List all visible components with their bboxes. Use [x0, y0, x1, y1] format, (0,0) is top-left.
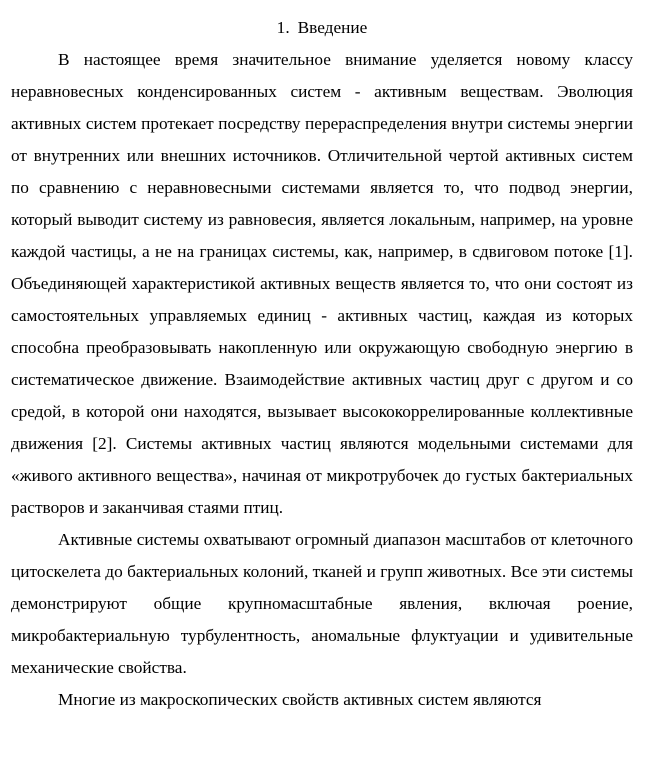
section-heading [11, 0, 633, 44]
document-page [11, 0, 633, 716]
paragraph-intro: В настоящее время значительное внимание уделяется новому классу неравновесных конденсированных систем - активным веществам. Эволюция активных систем протекает посредству перераспределения внутри системы энергии от внутренних или внешних источников. Отличительной чертой активных систем по сравнению с неравновесными системами является то, что подвод энергии, который выводит систему из равновесия, является локальным, например, на уровне каждой частицы, а не на границах системы, как, например, в сдвиговом потоке [1]. Объединяющей характеристикой активных веществ является то, что они состоят из самостоятельных управляемых единиц - активных частиц, каждая из которых способна преобразовывать накопленную или окружающую свободную энергию в систематическое движение. Взаимодействие активных частиц друг с другом и со средой, в которой они находятся, вызывает высококоррелированные коллективные движения [2]. Системы активных частиц являются модельными системами для «живого активного вещества», начиная от микротрубочек до густых бактериальных растворов и заканчивая стаями птиц. [11, 50, 633, 517]
section-number: 1. [276, 18, 290, 37]
section-title: Введение [297, 18, 368, 37]
paragraph-scales: Активные системы охватывают огромный диапазон масштабов от клеточного цитоскелета до бактериальных колоний, тканей и групп животных. Все эти системы демонстрируют общие крупномасштабные явления, включая роение, микробактериальную турбулентность, аномальные флуктуации и удивительные механические свойства. [11, 530, 633, 677]
paragraph-properties: Многие из макроскопических свойств активных систем являются [58, 690, 542, 709]
